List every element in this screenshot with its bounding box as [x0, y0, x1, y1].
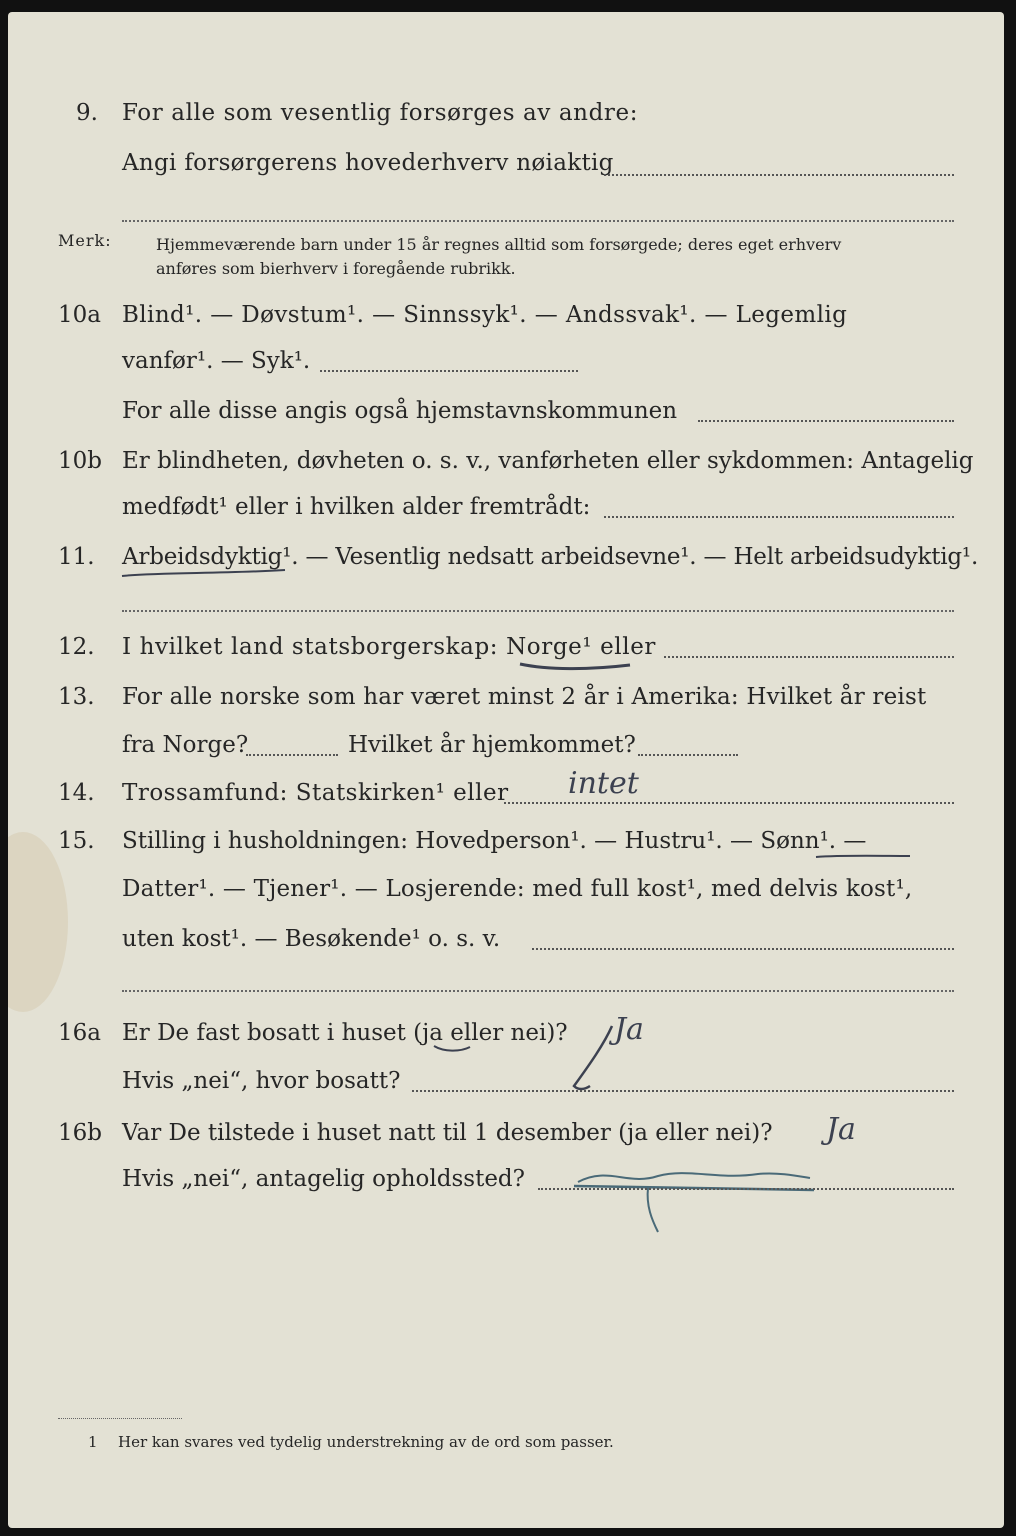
q16a-line2: Hvis „nei“, hvor bosatt? — [122, 1068, 401, 1094]
q9-line1: For alle som vesentlig forsørges av andre: — [122, 100, 639, 126]
footnote-rule — [58, 1418, 182, 1419]
q9-line2: Angi forsørgerens hovederhverv nøiaktig — [122, 150, 614, 176]
q9-number: 9. — [76, 100, 98, 126]
q13-line1: For alle norske som har været minst 2 år i Amerika: Hvilket år reist — [122, 684, 927, 710]
q16b-line2: Hvis „nei“, antagelig opholdssted? — [122, 1166, 525, 1192]
q13-reist-field[interactable] — [246, 754, 338, 756]
q15-line1: Stilling i husholdningen: Hovedperson¹. — Hustru¹. — Sønn¹. — — [122, 828, 867, 854]
q10a-line1: Blind¹. — Døvstum¹. — Sinnssyk¹. — Andssvak¹. — Legemlig — [122, 302, 848, 328]
footnote-mark: 1 — [88, 1433, 98, 1451]
census-form-page — [8, 12, 1004, 1528]
q13-number: 13. — [58, 684, 95, 710]
q16a-answer-field[interactable] — [412, 1090, 954, 1092]
q15-handwritten-underline — [814, 850, 914, 864]
q16b-line1: Var De tilstede i huset natt til 1 desember (ja eller nei)? — [122, 1120, 773, 1146]
q11-handwritten-underline — [120, 564, 290, 584]
q16a-handwritten-stroke — [568, 1024, 618, 1094]
q11-extra-line[interactable] — [122, 610, 954, 612]
q10a-line2: vanfør¹. — Syk¹. — [122, 348, 311, 374]
q9-extra-line[interactable] — [122, 220, 954, 222]
q16b-answer-field[interactable] — [538, 1188, 954, 1190]
q10a-hjemstavn-field[interactable] — [698, 420, 954, 422]
q16b-struck-writing — [568, 1146, 818, 1236]
q14-answer-field[interactable] — [504, 802, 954, 804]
merk-line2: anføres som bierhverv i foregående rubrikk. — [156, 259, 516, 278]
q13-line2a: fra Norge? — [122, 732, 249, 758]
q14-number: 14. — [58, 780, 95, 806]
q16a-number: 16a — [58, 1020, 101, 1046]
q12-line1: I hvilket land statsborgerskap: Norge¹ eller — [122, 634, 657, 660]
q10a-number: 10a — [58, 302, 101, 328]
q15-line3: uten kost¹. — Besøkende¹ o. s. v. — [122, 926, 501, 952]
merk-line1: Hjemmeværende barn under 15 år regnes alltid som forsørgede; deres eget erhverv — [156, 235, 842, 254]
q15-line2: Datter¹. — Tjener¹. — Losjerende: med full kost¹, med delvis kost¹, — [122, 876, 913, 902]
q16a-handwritten-answer: Ja — [614, 1012, 644, 1047]
q10a-line3: For alle disse angis også hjemstavnskommunen — [122, 398, 678, 424]
q15-extra-line[interactable] — [122, 990, 954, 992]
q12-number: 12. — [58, 634, 95, 660]
q12-handwritten-underline — [518, 656, 638, 676]
q13-line2b: Hvilket år hjemkommet? — [348, 732, 636, 758]
q14-line1: Trossamfund: Statskirken¹ eller — [122, 780, 509, 806]
footnote-text: Her kan svares ved tydelig understrekning av de ord som passer. — [118, 1433, 614, 1451]
q9-answer-field[interactable] — [604, 174, 954, 176]
q10b-answer-field[interactable] — [604, 516, 954, 518]
q10b-line1: Er blindheten, døvheten o. s. v., vanførheten eller sykdommen: Antagelig — [122, 448, 974, 474]
q13-hjemkommet-field[interactable] — [638, 754, 738, 756]
q10b-number: 10b — [58, 448, 102, 474]
q16a-line1: Er De fast bosatt i huset (ja eller nei)? — [122, 1020, 568, 1046]
q11-number: 11. — [58, 544, 95, 570]
q16b-handwritten-answer: Ja — [826, 1112, 856, 1147]
q11-line1: Arbeidsdyktig¹. — Vesentlig nedsatt arbeidsevne¹. — Helt arbeidsudyktig¹. — [122, 544, 979, 570]
q10b-line2: medfødt¹ eller i hvilken alder fremtrådt: — [122, 494, 591, 520]
q15-number: 15. — [58, 828, 95, 854]
merk-label: Merk: — [58, 231, 112, 250]
q16b-number: 16b — [58, 1120, 102, 1146]
q14-handwritten-answer: intet — [568, 766, 639, 801]
q10a-syk-field[interactable] — [320, 370, 578, 372]
q12-answer-field[interactable] — [664, 656, 954, 658]
q16a-handwritten-underline — [432, 1042, 472, 1056]
paper-stain — [8, 832, 68, 1012]
q15-answer-field[interactable] — [532, 948, 954, 950]
